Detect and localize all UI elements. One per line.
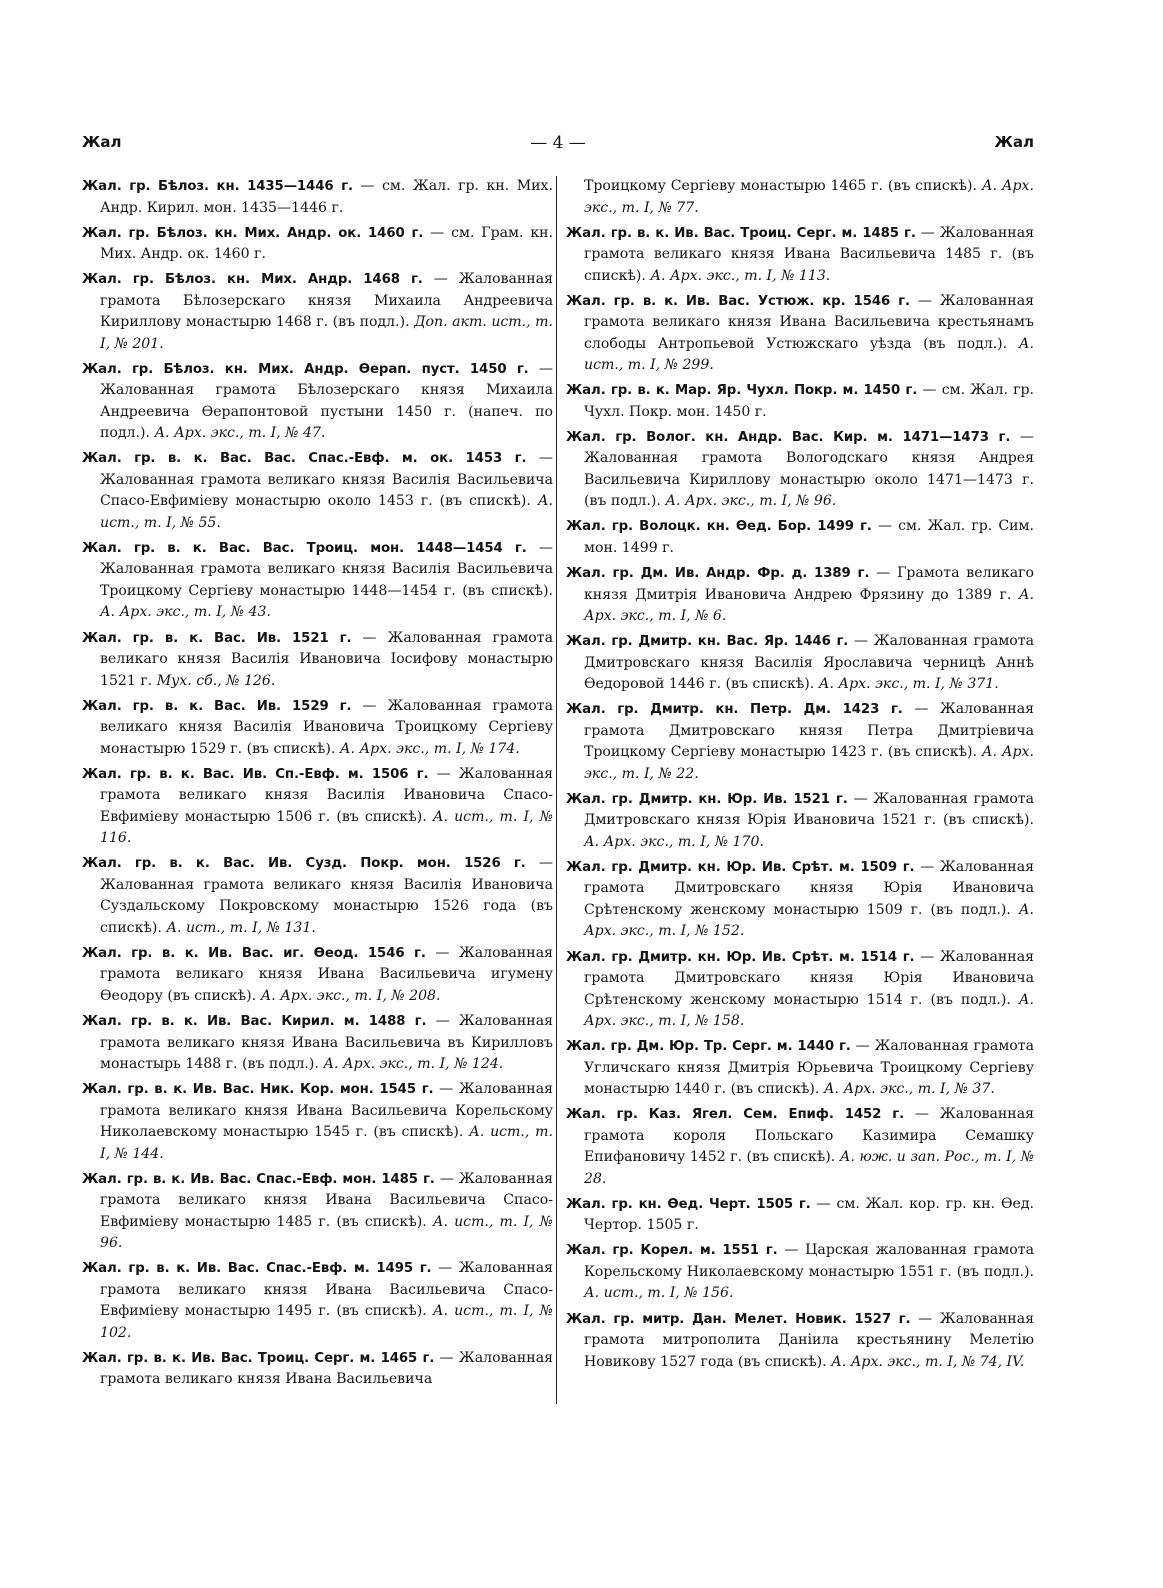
entry-text: — см. Жал. гр. кн. Мих. Андр. Кирил. мон. 1435—1446 г. bbox=[100, 178, 553, 216]
index-entry bbox=[82, 764, 553, 850]
entry-source: А. юж. и зап. Рос., т. I, № 28. bbox=[584, 1149, 1035, 1187]
entry-text: — Жалованная грамота великаго князя Василія Васильевича Троицкому Сергіеву монастырю 1448—1454 г. (въ спискѣ). bbox=[100, 539, 553, 599]
entry-text: — см. Жал. кор. гр. кн. Ѳед. Чертор. 1505 г. bbox=[584, 1195, 1034, 1234]
entry-text: — Жалованная грамота великаго князя Василія Ивановича Троицкому Сергіеву монастырю 1529 г. (въ спискѣ). bbox=[100, 697, 553, 757]
entry-text: — Жалованная грамота Бѣлозерскаго князя Михаила Андреевича Ѳерапонтовой пустыни 1450 г. (напеч. по подл.). bbox=[100, 360, 553, 442]
entry-heading: Жал. гр. в. к. Вас. Ив. 1529 г. bbox=[82, 698, 352, 714]
entry-heading: Жал. гр. Корел. м. 1551 г. bbox=[566, 1243, 778, 1259]
index-entry bbox=[82, 176, 553, 219]
right-column bbox=[566, 176, 1034, 1377]
entry-heading: Жал. гр. в. к. Вас. Ив. Сузд. Покр. мон. 1526 г. bbox=[82, 856, 526, 872]
entry-text: — Жалованная грамота Угличскаго князя Дмитрія Юрьевича Троицкому Сергіеву монастырю 1440 г. (въ спискѣ). bbox=[584, 1038, 1034, 1098]
entry-heading: Жал. гр. в. к. Ив. Вас. Троиц. Серг. м. 1485 г. bbox=[566, 225, 916, 241]
entry-source: А. ист., т. I, № 102. bbox=[100, 1303, 553, 1341]
left-column bbox=[82, 176, 553, 1395]
entry-text: — Жалованная грамота великаго князя Василія Ивановича Спасо-Евфиміеву монастырю 1506 г. (въ спискѣ). bbox=[100, 765, 553, 825]
entry-heading: Жал. гр. Бѣлоз. кн. Мих. Андр. Ѳерап. пуст. 1450 г. bbox=[82, 361, 529, 377]
entry-text: — Жалованная грамота великаго князя Ивана Васильевича bbox=[100, 1349, 553, 1388]
entry-text: — Жалованная грамота великаго князя Ивана Васильевича въ Кирилловъ монастырь 1488 г. (въ подл.). bbox=[100, 1013, 553, 1073]
entry-text: — Жалованная грамота великаго князя Ивана Васильевича 1485 г. (въ спискѣ). bbox=[584, 224, 1034, 284]
index-entry bbox=[82, 1011, 553, 1076]
entry-source: А. Арх. экс., т. I, № 6. bbox=[584, 586, 1034, 625]
index-entry bbox=[82, 628, 553, 693]
index-entry bbox=[566, 857, 1034, 943]
entry-text: — Жалованная грамота митрополита Даніила крестьянину Мелетію Новикову 1527 года (въ спискѣ). bbox=[584, 1310, 1034, 1370]
entry-source: А. Арх. экс., т. I, № 113. bbox=[650, 267, 831, 284]
entry-source: А. Арх. экс., т. I, № 124. bbox=[323, 1056, 504, 1073]
index-entry bbox=[566, 1036, 1034, 1101]
entry-source: А. Арх. экс., т. I, № 158. bbox=[584, 991, 1034, 1030]
entry-heading: Жал. гр. в. к. Вас. Ив. Сп.-Евф. м. 1506 г. bbox=[82, 766, 429, 782]
index-entry bbox=[566, 947, 1034, 1033]
entry-text: — Жалованная грамота великаго князя Василія Ивановича Суздальскому Покровскому монастырю 1526 года (въ спискѣ). bbox=[100, 855, 554, 936]
index-entry bbox=[82, 223, 553, 266]
entry-heading: Жал. гр. Дмитр. кн. Юр. Ив. 1521 г. bbox=[566, 791, 848, 807]
entry-text: — см. Жал. гр. Сим. мон. 1499 г. bbox=[584, 518, 1034, 556]
entry-text: — Жалованная грамота Дмитровскаго князя Юрія Ивановича Срѣтенскому женскому монастырю 1509 г. (въ подл.). bbox=[584, 858, 1034, 918]
entry-heading: Жал. гр. Дм. Юр. Тр. Серг. м. 1440 г. bbox=[566, 1039, 851, 1055]
entry-source: А. ист., т. I, № 55. bbox=[100, 493, 553, 531]
entry-heading: Жал. гр. в. к. Ив. Вас. Спас.-Евф. мон. 1485 г. bbox=[82, 1171, 435, 1187]
index-entry bbox=[566, 516, 1034, 559]
entry-heading: Жал. гр. в. к. Ив. Вас. Спас.-Евф. м. 1495 г. bbox=[82, 1261, 432, 1277]
entry-source: Доп. акт. ист., т. I, № 201. bbox=[100, 314, 553, 352]
running-head-right: Жал bbox=[994, 133, 1034, 151]
entry-source: А. ист., т. I, № 96. bbox=[100, 1213, 553, 1252]
index-entry bbox=[82, 1169, 553, 1255]
entry-heading: Жал. гр. в. к. Мар. Яр. Чухл. Покр. м. 1450 г. bbox=[566, 383, 918, 399]
entry-heading: Жал. гр. в. к. Вас. Вас. Троиц. мон. 1448—1454 г. bbox=[82, 540, 527, 556]
entry-source: А. Арх. экс., т. I, № 74, IV. bbox=[831, 1353, 1025, 1370]
entry-source: А. Арх. экс., т. I, № 22. bbox=[584, 744, 1034, 782]
entry-source: А. Арх. экс., т. I, № 96. bbox=[665, 493, 837, 510]
entry-source: А. Арх. экс., т. I, № 77. bbox=[584, 178, 1034, 216]
index-entry bbox=[566, 1104, 1034, 1190]
entry-heading: Жал. гр. в. к. Ив. Вас. Кирил. м. 1488 г. bbox=[82, 1014, 427, 1030]
entry-text: — Царская жалованная грамота Корельскому Николаевскому монастырю 1551 г. (въ подл.). bbox=[584, 1242, 1034, 1280]
entry-source: А. Арх. экс., т. I, № 174. bbox=[339, 740, 520, 757]
index-entry bbox=[566, 380, 1034, 423]
index-entry bbox=[566, 291, 1034, 377]
page-header bbox=[82, 133, 1034, 157]
index-entry bbox=[82, 696, 553, 761]
entry-heading: Жал. гр. Бѣлоз. кн. 1435—1446 г. bbox=[82, 179, 353, 194]
index-entry bbox=[566, 699, 1034, 785]
entry-source: А. Арх. экс., т. I, № 371. bbox=[818, 676, 999, 693]
entry-heading: Жал. гр. в. к. Ив. Вас. Троиц. Серг. м. 1465 г. bbox=[82, 1350, 435, 1366]
index-entry bbox=[82, 269, 553, 355]
entry-source: А. Арх. экс., т. I, № 170. bbox=[584, 833, 764, 850]
entry-text: — Жалованная грамота короля Польскаго Казимира Семашку Епифановичу 1452 г. (въ спискѣ). bbox=[584, 1106, 1034, 1166]
entry-text: Троицкому Сергіеву монастырю 1465 г. (въ спискѣ). bbox=[584, 178, 982, 194]
entry-heading: Жал. гр. в. к. Ив. Вас. Устюж. кр. 1546 г. bbox=[566, 293, 910, 309]
page-number: — 4 — bbox=[530, 133, 586, 153]
entry-source: А. Арх. экс., т. I, № 43. bbox=[100, 604, 271, 621]
entry-heading: Жал. гр. в. к. Ив. Вас. Ник. Кор. мон. 1545 г. bbox=[82, 1082, 434, 1098]
index-entry bbox=[82, 853, 553, 939]
entry-text: — Жалованная грамота Вологодскаго князя Андрея Васильевича Кириллову монастырю около 1471—1473 г. (въ подл.). bbox=[584, 428, 1034, 510]
entry-heading: Жал. гр. Бѣлоз. кн. Мих. Андр. ок. 1460 г. bbox=[82, 225, 424, 241]
entry-source: А. ист., т. I, № 156. bbox=[584, 1285, 734, 1302]
entry-text: — Жалованная грамота великаго князя Ивана Васильевича крестьянамъ слободы Антропьевой Устюжскаго уѣзда (въ подл.). bbox=[584, 292, 1034, 352]
index-entry bbox=[82, 538, 553, 624]
entry-heading: Жал. гр. Дм. Ив. Андр. Фр. д. 1389 г. bbox=[566, 566, 870, 582]
entry-source: Мух. сб., № 126. bbox=[156, 672, 276, 689]
index-entry bbox=[566, 176, 1034, 219]
entry-text: — Жалованная грамота великаго князя Ивана Васильевича Спасо-Евфиміеву монастырю 1485 г. (въ спискѣ). bbox=[100, 1170, 553, 1230]
entry-source: А. Арх. экс., т. I, № 47. bbox=[154, 425, 326, 442]
entry-heading: Жал. гр. Дмитр. кн. Юр. Ив. Срѣт. м. 1514 г. bbox=[566, 949, 915, 965]
entry-text: — Жалованная грамота великаго князя Ивана Васильевича Спасо-Евфиміеву монастырю 1495 г. (въ спискѣ). bbox=[100, 1260, 553, 1320]
entry-source: А. Арх. экс., т. I, № 37. bbox=[823, 1081, 995, 1098]
entry-heading: Жал. гр. в. к. Вас. Ив. 1521 г. bbox=[82, 630, 352, 646]
entry-text: — Жалованная грамота Дмитровскаго князя Василія Ярославича черницѣ Аннѣ Ѳедоровой 1446 г. (въ спискѣ). bbox=[584, 633, 1034, 693]
entry-heading: Жал. гр. в. к. Ив. Вас. иг. Ѳеод. 1546 г. bbox=[82, 945, 426, 961]
entry-text: — Жалованная грамота великаго князя Ивана Васильевича игумену Ѳеодору (въ спискѣ). bbox=[100, 944, 553, 1004]
index-entry bbox=[82, 1079, 553, 1165]
entry-heading: Жал. гр. митр. Дан. Мелет. Новик. 1527 г. bbox=[566, 1311, 911, 1327]
index-entry bbox=[566, 223, 1034, 288]
entry-heading: Жал. гр. Дмитр. кн. Петр. Дм. 1423 г. bbox=[566, 702, 903, 718]
entry-heading: Жал. гр. кн. Ѳед. Черт. 1505 г. bbox=[566, 1196, 811, 1212]
entry-source: А. ист., т. I, № 131. bbox=[166, 919, 316, 936]
index-entry bbox=[566, 1309, 1034, 1374]
index-entry bbox=[566, 427, 1034, 513]
entry-text: — Жалованная грамота Дмитровскаго князя Юрія Ивановича Срѣтенскому женскому монастырю 1514 г. (въ подл.). bbox=[584, 948, 1034, 1008]
entry-heading: Жал. гр. Волог. кн. Андр. Вас. Кир. м. 1471—1473 г. bbox=[566, 429, 1011, 445]
entry-heading: Жал. гр. Волоцк. кн. Ѳед. Бор. 1499 г. bbox=[566, 519, 872, 535]
entry-text: — см. Жал. гр. Чухл. Покр. мон. 1450 г. bbox=[584, 382, 1035, 420]
entry-text: — см. Грам. кн. Мих. Андр. ок. 1460 г. bbox=[100, 224, 553, 263]
index-entry bbox=[566, 1194, 1034, 1237]
entry-source: А. ист., т. I, № 299. bbox=[584, 335, 1034, 374]
entry-text: — Жалованная грамота великаго князя Василія Ивановича Іосифову монастырю 1521 г. bbox=[100, 629, 553, 689]
entry-text: — Жалованная грамота Дмитровскаго князя Юрія Ивановича 1521 г. (въ спискѣ). bbox=[584, 790, 1034, 829]
index-entry bbox=[566, 1240, 1034, 1305]
column-divider bbox=[556, 176, 557, 1404]
index-entry bbox=[566, 789, 1034, 854]
entry-text: — Жалованная грамота великаго князя Василія Васильевича Спасо-Евфиміеву монастырю около 1453 г. (въ спискѣ). bbox=[100, 450, 553, 510]
entry-heading: Жал. гр. Бѣлоз. кн. Мих. Андр. 1468 г. bbox=[82, 272, 423, 288]
running-head-left: Жал bbox=[82, 133, 122, 151]
index-entry bbox=[566, 631, 1034, 696]
entry-source: А. ист., т. I, № 144. bbox=[100, 1124, 553, 1162]
index-entry bbox=[82, 1348, 553, 1391]
index-entry bbox=[82, 359, 553, 445]
entry-heading: Жал. гр. Каз. Ягел. Сем. Епиф. 1452 г. bbox=[566, 1107, 905, 1123]
index-entry bbox=[82, 943, 553, 1008]
index-entry bbox=[82, 448, 553, 534]
entry-source: А. Арх. экс., т. I, № 208. bbox=[260, 987, 441, 1004]
entry-source: А. Арх. экс., т. I, № 152. bbox=[584, 901, 1034, 940]
index-entry bbox=[82, 1258, 553, 1344]
entry-source: А. ист., т. I, № 116. bbox=[100, 808, 553, 847]
entry-heading: Жал. гр. Дмитр. кн. Вас. Яр. 1446 г. bbox=[566, 634, 849, 650]
entry-heading: Жал. гр. Дмитр. кн. Юр. Ив. Срѣт. м. 1509 г. bbox=[566, 859, 915, 875]
index-entry bbox=[566, 563, 1034, 628]
entry-text: — Жалованная грамота Бѣлозерскаго князя Михаила Андреевича Кириллову монастырю 1468 г. (въ подл.). bbox=[100, 271, 553, 331]
entry-heading: Жал. гр. в. к. Вас. Вас. Спас.-Евф. м. ок. 1453 г. bbox=[82, 451, 527, 467]
entry-text: — Жалованная грамота Дмитровскаго князя Петра Дмитріевича Троицкому Сергіеву монастырю 1423 г. (въ спискѣ). bbox=[584, 701, 1034, 761]
entry-text: — Грамота великаго князя Дмитрія Ивановича Андрею Фрязину до 1389 г. bbox=[584, 565, 1034, 603]
entry-text: — Жалованная грамота великаго князя Ивана Васильевича Корельскому Николаевскому монастырю 1545 г. (въ спискѣ). bbox=[100, 1081, 553, 1141]
